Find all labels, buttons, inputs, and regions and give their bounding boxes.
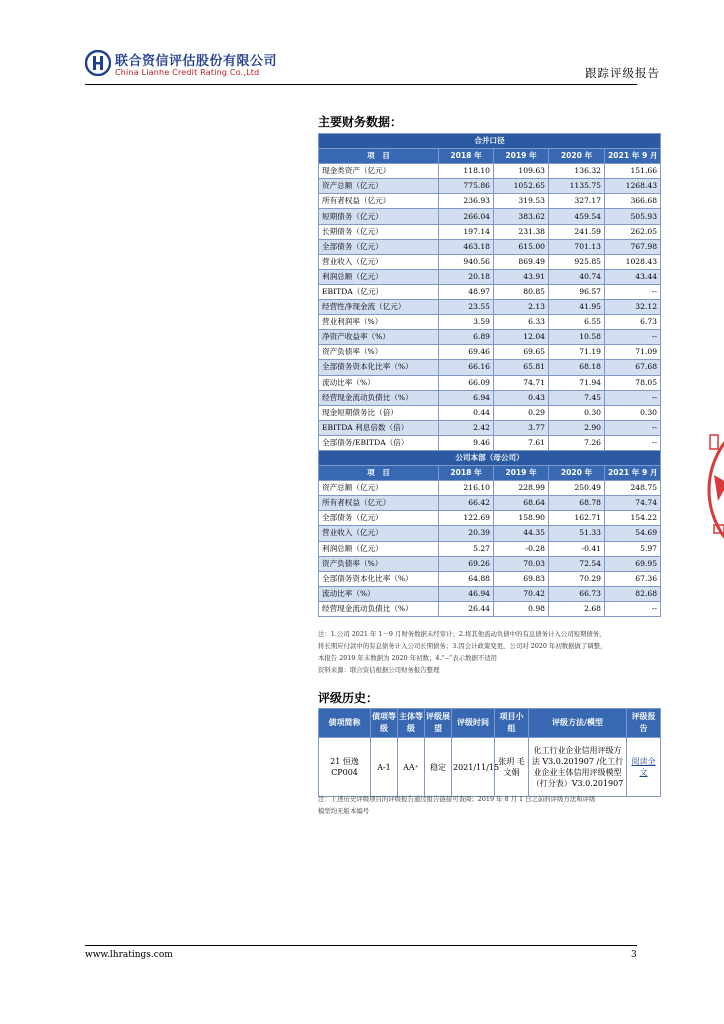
table-row	[319, 315, 661, 330]
column-header: 2019 年	[494, 149, 549, 164]
table-row	[319, 571, 661, 586]
cell-value: 3.59	[439, 315, 494, 330]
row-label: 全部债务资本化比率（%）	[319, 571, 439, 586]
cell-value: 1268.43	[605, 179, 661, 194]
cell-value: 69.26	[439, 556, 494, 571]
row-label: 资产总额（亿元）	[319, 179, 439, 194]
table-row	[319, 239, 661, 254]
report-type: 跟踪评级报告	[585, 66, 660, 80]
row-label: 资产负债率（%）	[319, 556, 439, 571]
row-label: 资产总额（亿元）	[319, 481, 439, 496]
cell-value: 69.95	[605, 556, 661, 571]
history-col-header: 债项简称	[319, 709, 371, 738]
cell-value: 41.95	[549, 300, 605, 315]
cell-value: 118.10	[439, 164, 494, 179]
table-row	[319, 224, 661, 239]
cell-value: 6.55	[549, 315, 605, 330]
cell-value: 68.64	[494, 496, 549, 511]
table-row	[319, 300, 661, 315]
table-row	[319, 556, 661, 571]
cell-value: 80.85	[494, 284, 549, 299]
cell-value: 69.46	[439, 345, 494, 360]
cell-value: 46.94	[439, 586, 494, 601]
row-label: 经营现金流动负债比（%）	[319, 390, 439, 405]
cell-value: 72.54	[549, 556, 605, 571]
row-label: 长期债务（亿元）	[319, 224, 439, 239]
history-note-line: 模型均无版本编号	[318, 807, 370, 815]
financial-note-line: 本报告 2019 年末数据为 2020 年初数；4.“--”表示数据不适用	[318, 654, 498, 662]
cell-value: 505.93	[605, 209, 661, 224]
cell-value: 70.29	[549, 571, 605, 586]
cell-value: 250.49	[549, 481, 605, 496]
cell-value: 1135.75	[549, 179, 605, 194]
cell-value: 1028.43	[605, 254, 661, 269]
cell-value: --	[605, 390, 661, 405]
cell-value: 10.58	[549, 330, 605, 345]
footer-divider	[85, 945, 637, 946]
company-name-en: China Lianhe Credit Rating Co.,Ltd	[115, 68, 260, 77]
cell-value: 701.13	[549, 239, 605, 254]
issuer-rating: AA⁺	[398, 738, 425, 797]
row-label: 全部债务（亿元）	[319, 511, 439, 526]
cell-value: --	[605, 601, 661, 616]
cell-value: 54.69	[605, 526, 661, 541]
cell-value: --	[605, 435, 661, 450]
table-row	[319, 420, 661, 435]
cell-value: 7.45	[549, 390, 605, 405]
header-divider	[85, 84, 637, 85]
column-header: 2020 年	[549, 149, 605, 164]
table-row	[319, 360, 661, 375]
financial-table	[318, 133, 661, 617]
rating-history-table	[318, 708, 661, 797]
row-label: 现金类资产（亿元）	[319, 164, 439, 179]
cell-value: 51.33	[549, 526, 605, 541]
cell-value: 9.46	[439, 435, 494, 450]
cell-value: 775.86	[439, 179, 494, 194]
row-label: EBITDA 利息倍数（倍）	[319, 420, 439, 435]
table-group-header	[319, 450, 661, 465]
table-row	[319, 541, 661, 556]
cell-value: 1052.65	[494, 179, 549, 194]
table-row	[319, 164, 661, 179]
cell-value: 71.94	[549, 375, 605, 390]
cell-value: 68.78	[549, 496, 605, 511]
rating-date: 2021/11/15	[452, 738, 495, 797]
row-label: EBITDA（亿元）	[319, 284, 439, 299]
cell-value: 925.85	[549, 254, 605, 269]
company-name-cn: 联合资信评估股份有限公司	[115, 54, 278, 69]
cell-value: 109.63	[494, 164, 549, 179]
history-row	[319, 738, 661, 797]
financial-source: 资料来源：联合资信根据公司财务报告整理	[318, 666, 440, 674]
cell-value: 0.43	[494, 390, 549, 405]
cell-value: 615.00	[494, 239, 549, 254]
table-row	[319, 405, 661, 420]
cell-value: 66.09	[439, 375, 494, 390]
cell-value: 366.68	[605, 194, 661, 209]
row-label: 经营性净现金流（亿元）	[319, 300, 439, 315]
cell-value: 66.42	[439, 496, 494, 511]
company-seal-stamp	[704, 405, 724, 575]
cell-value: 231.38	[494, 224, 549, 239]
cell-value: 151.66	[605, 164, 661, 179]
row-label: 全部债务（亿元）	[319, 239, 439, 254]
bond-rating: A-1	[371, 738, 398, 797]
history-col-header: 评级时间	[452, 709, 495, 738]
row-label: 经营现金流动负债比（%）	[319, 601, 439, 616]
group-label: 公司本部（母公司）	[319, 450, 661, 465]
table-row	[319, 194, 661, 209]
table-row	[319, 481, 661, 496]
cell-value: 74.71	[494, 375, 549, 390]
cell-value: 327.17	[549, 194, 605, 209]
row-label: 资产负债率（%）	[319, 345, 439, 360]
row-label: 短期债务（亿元）	[319, 209, 439, 224]
cell-value: 32.12	[605, 300, 661, 315]
cell-value: 43.44	[605, 269, 661, 284]
cell-value: --	[605, 420, 661, 435]
table-row	[319, 179, 661, 194]
cell-value: 122.69	[439, 511, 494, 526]
row-label: 利润总额（亿元）	[319, 541, 439, 556]
cell-value: 74.74	[605, 496, 661, 511]
financial-notes	[318, 628, 664, 676]
table-column-header	[319, 466, 661, 481]
table-row	[319, 435, 661, 450]
cell-value: 43.91	[494, 269, 549, 284]
cell-value: 940.56	[439, 254, 494, 269]
cell-value: 869.49	[494, 254, 549, 269]
cell-value: 463.18	[439, 239, 494, 254]
cell-value: 67.36	[605, 571, 661, 586]
cell-value: 12.04	[494, 330, 549, 345]
cell-value: 40.74	[549, 269, 605, 284]
cell-value: 383.62	[494, 209, 549, 224]
row-label: 所有者权益（亿元）	[319, 496, 439, 511]
table-row	[319, 526, 661, 541]
cell-value: 78.05	[605, 375, 661, 390]
cell-value: 67.68	[605, 360, 661, 375]
cell-value: 6.73	[605, 315, 661, 330]
cell-value: --	[605, 284, 661, 299]
cell-value: 5.97	[605, 541, 661, 556]
row-label: 利润总额（亿元）	[319, 269, 439, 284]
row-label: 全部债务/EBITDA（倍）	[319, 435, 439, 450]
row-label: 全部债务资本化比率（%）	[319, 360, 439, 375]
history-section-title: 评级历史：	[318, 691, 379, 705]
cell-value: 136.32	[549, 164, 605, 179]
row-label: 净资产收益率（%）	[319, 330, 439, 345]
project-team: 张玥 毛文娟	[495, 738, 529, 797]
report-link-cell	[627, 738, 661, 797]
cell-value: 154.22	[605, 511, 661, 526]
column-header: 2020 年	[549, 466, 605, 481]
table-row	[319, 345, 661, 360]
cell-value: 20.18	[439, 269, 494, 284]
cell-value: 266.04	[439, 209, 494, 224]
cell-value: 20.39	[439, 526, 494, 541]
cell-value: 158.90	[494, 511, 549, 526]
table-column-header	[319, 149, 661, 164]
history-col-header: 评级报告	[627, 709, 661, 738]
column-header: 2018 年	[439, 466, 494, 481]
cell-value: 319.53	[494, 194, 549, 209]
financial-note-line: 注：1.公司 2021 年 1－9 月财务数据未经审计；2.将其他流动负债中的有息债务计入公司短期债务，	[318, 630, 606, 638]
cell-value: 767.98	[605, 239, 661, 254]
cell-value: 71.09	[605, 345, 661, 360]
column-header: 2019 年	[494, 466, 549, 481]
history-col-header: 评级展望	[425, 709, 452, 738]
cell-value: 66.73	[549, 586, 605, 601]
cell-value: 3.77	[494, 420, 549, 435]
cell-value: 262.05	[605, 224, 661, 239]
cell-value: 241.59	[549, 224, 605, 239]
history-col-header: 债项等级	[371, 709, 398, 738]
cell-value: 0.44	[439, 405, 494, 420]
cell-value: 44.35	[494, 526, 549, 541]
cell-value: 0.98	[494, 601, 549, 616]
cell-value: 2.90	[549, 420, 605, 435]
cell-value: 197.14	[439, 224, 494, 239]
table-row	[319, 254, 661, 269]
history-col-header: 项目小组	[495, 709, 529, 738]
history-notes	[318, 793, 664, 817]
history-note-line: 注：上述历史评级项目的评级报告通过报告链接可查阅；2019 年 8 月 1 日之前的评级方法和评级	[318, 795, 596, 803]
row-label: 营业收入（亿元）	[319, 254, 439, 269]
column-header: 2021 年 9 月	[605, 149, 661, 164]
table-row	[319, 601, 661, 616]
cell-value: 82.68	[605, 586, 661, 601]
cell-value: 26.44	[439, 601, 494, 616]
financial-note-line: 将长期应付款中的有息债务计入公司长期债务；3.因会计政策变更，公司对 2020 年初数据做了调整，	[318, 642, 607, 650]
report-link[interactable]: 阅读全文	[631, 757, 656, 777]
group-label: 合并口径	[319, 134, 661, 149]
row-label: 所有者权益（亿元）	[319, 194, 439, 209]
table-row	[319, 375, 661, 390]
page-header	[85, 46, 660, 86]
row-label: 营业收入（亿元）	[319, 526, 439, 541]
page-number: 3	[631, 950, 637, 960]
cell-value: 71.19	[549, 345, 605, 360]
cell-value: 216.10	[439, 481, 494, 496]
cell-value: 2.13	[494, 300, 549, 315]
cell-value: -0.28	[494, 541, 549, 556]
cell-value: 6.89	[439, 330, 494, 345]
footer-website: www.lhratings.com	[85, 950, 173, 960]
cell-value: 70.42	[494, 586, 549, 601]
cell-value: 66.16	[439, 360, 494, 375]
cell-value: 459.54	[549, 209, 605, 224]
column-header: 2021 年 9 月	[605, 466, 661, 481]
cell-value: 65.81	[494, 360, 549, 375]
table-row	[319, 284, 661, 299]
cell-value: 64.88	[439, 571, 494, 586]
column-header: 2018 年	[439, 149, 494, 164]
history-col-header: 评级方法/模型	[529, 709, 627, 738]
cell-value: 2.42	[439, 420, 494, 435]
history-col-header: 主体等级	[398, 709, 425, 738]
column-header: 项 目	[319, 149, 439, 164]
company-logo	[85, 50, 111, 76]
cell-value: --	[605, 330, 661, 345]
table-row	[319, 496, 661, 511]
cell-value: 7.61	[494, 435, 549, 450]
table-group-header	[319, 134, 661, 149]
row-label: 流动比率（%）	[319, 375, 439, 390]
table-row	[319, 390, 661, 405]
cell-value: 69.65	[494, 345, 549, 360]
cell-value: 0.30	[605, 405, 661, 420]
rating-method: 化工行业企业信用评级方法 V3.0.201907 /化工行业企业主体信用评级模型（打分表）V3.0.201907	[529, 738, 627, 797]
cell-value: 48.97	[439, 284, 494, 299]
table-row	[319, 511, 661, 526]
row-label: 现金短期债务比（倍）	[319, 405, 439, 420]
cell-value: 6.94	[439, 390, 494, 405]
cell-value: 23.55	[439, 300, 494, 315]
cell-value: 96.57	[549, 284, 605, 299]
table-row	[319, 586, 661, 601]
cell-value: 69.83	[494, 571, 549, 586]
row-label: 流动比率（%）	[319, 586, 439, 601]
bond-name: 21 恒逸 CP004	[319, 738, 371, 797]
cell-value: 68.18	[549, 360, 605, 375]
financial-section-title: 主要财务数据：	[318, 115, 403, 129]
rating-outlook: 稳定	[425, 738, 452, 797]
cell-value: 0.29	[494, 405, 549, 420]
cell-value: 228.99	[494, 481, 549, 496]
column-header: 项 目	[319, 466, 439, 481]
cell-value: 2.68	[549, 601, 605, 616]
cell-value: -0.41	[549, 541, 605, 556]
cell-value: 7.26	[549, 435, 605, 450]
table-row	[319, 330, 661, 345]
table-row	[319, 269, 661, 284]
cell-value: 70.03	[494, 556, 549, 571]
cell-value: 162.71	[549, 511, 605, 526]
table-row	[319, 209, 661, 224]
cell-value: 0.30	[549, 405, 605, 420]
cell-value: 236.93	[439, 194, 494, 209]
row-label: 营业利润率（%）	[319, 315, 439, 330]
cell-value: 5.27	[439, 541, 494, 556]
cell-value: 6.33	[494, 315, 549, 330]
cell-value: 248.75	[605, 481, 661, 496]
